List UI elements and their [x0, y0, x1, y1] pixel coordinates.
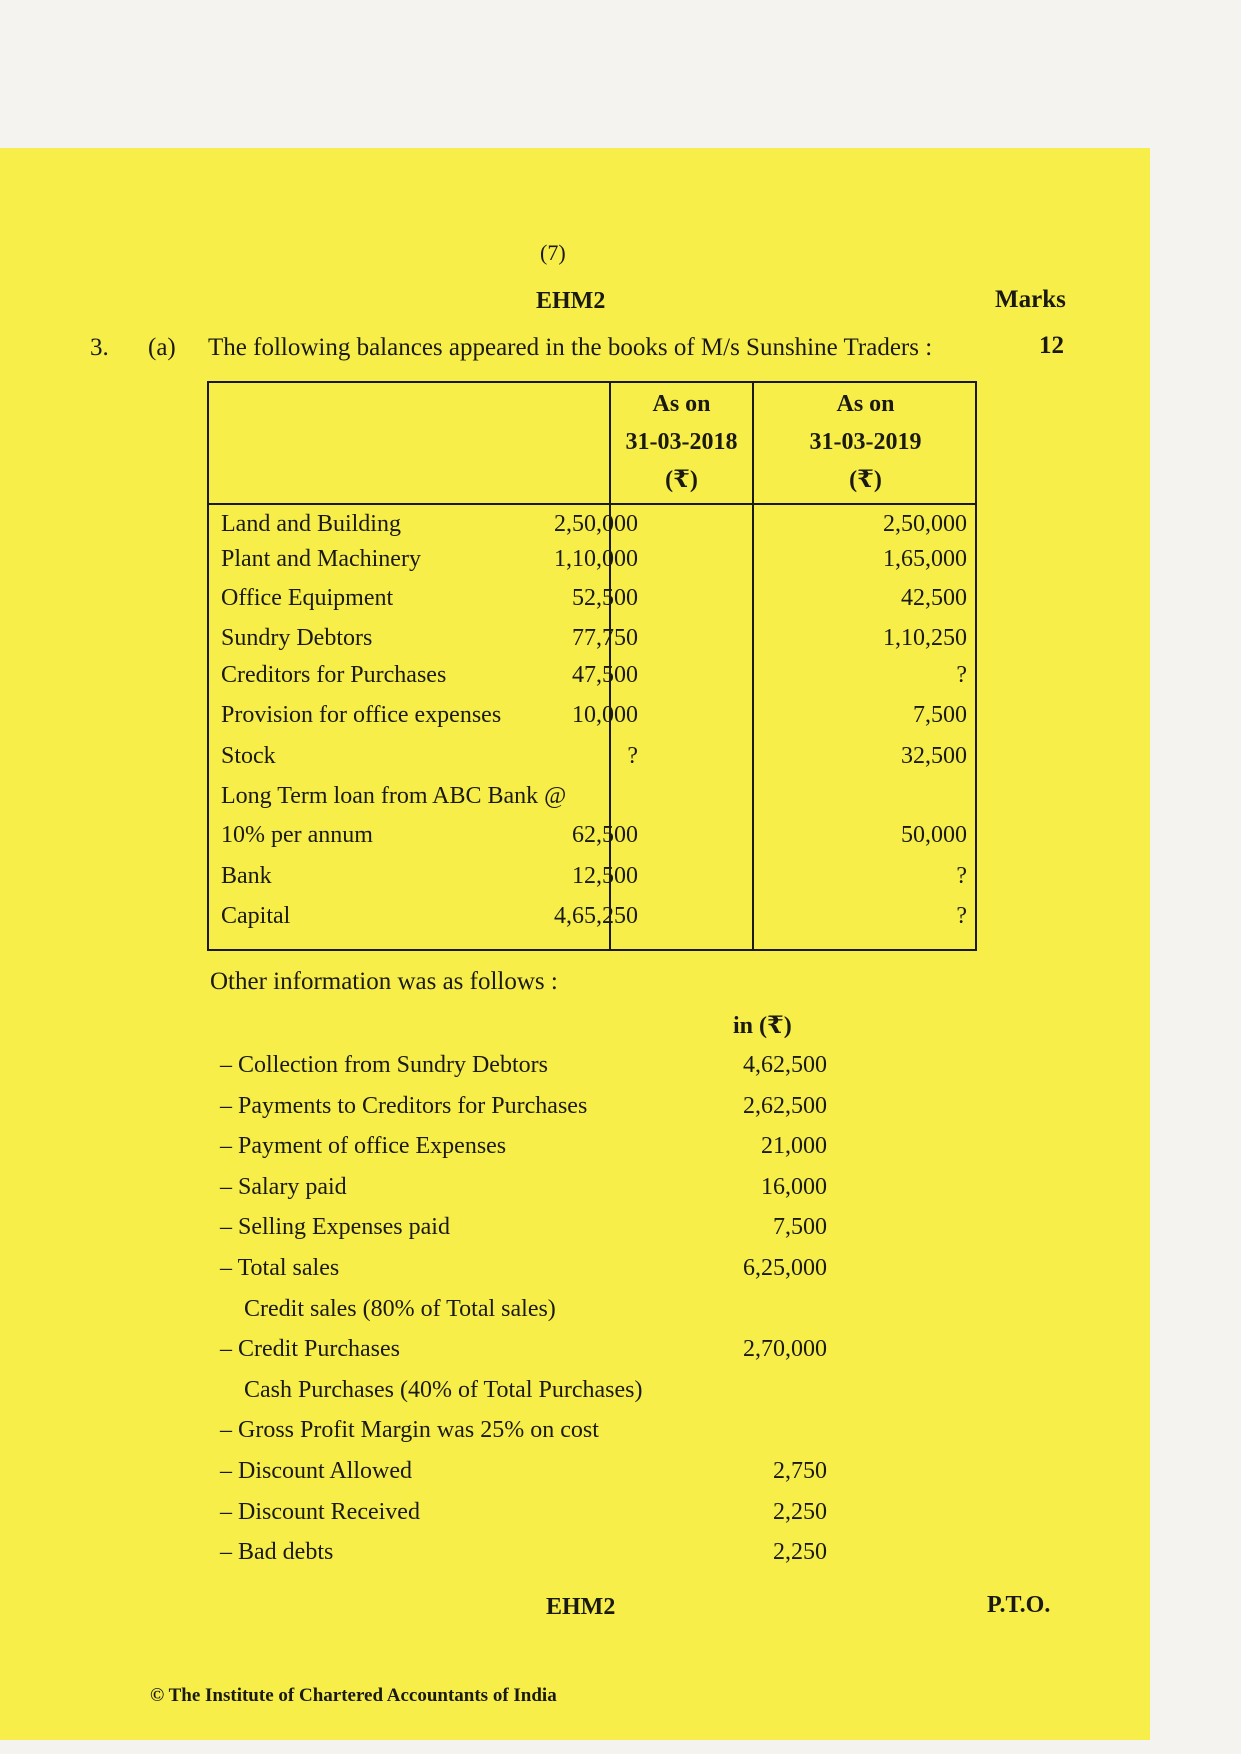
row-label: Sundry Debtors — [221, 625, 373, 651]
table-row — [209, 816, 975, 854]
row-label: Long Term loan from ABC Bank @ — [221, 783, 567, 809]
item-label: – Total sales — [220, 1254, 340, 1281]
item-label: – Selling Expenses paid — [220, 1214, 450, 1241]
item-value: 21,000 — [761, 1133, 827, 1160]
table-header-2019 — [754, 385, 977, 499]
list-item — [220, 1492, 827, 1533]
value-2018: 12,500 — [572, 863, 638, 889]
list-item — [220, 1207, 827, 1248]
item-value: 2,70,000 — [743, 1336, 827, 1363]
row-label: Office Equipment — [221, 585, 394, 611]
item-label: – Credit Purchases — [220, 1336, 400, 1363]
list-item — [220, 1045, 827, 1086]
header-as-on: As on — [652, 391, 711, 417]
item-value: 6,25,000 — [743, 1254, 827, 1281]
list-item — [220, 1370, 820, 1411]
value-2019: ? — [956, 863, 967, 889]
item-label: Cash Purchases (40% of Total Purchases) — [244, 1376, 643, 1403]
item-label: – Discount Allowed — [220, 1457, 412, 1484]
value-2018: 4,65,250 — [554, 903, 638, 929]
header-date: 31-03-2018 — [625, 429, 738, 455]
table-row — [209, 579, 975, 617]
table-header-2018 — [611, 385, 752, 499]
list-item — [220, 1532, 827, 1573]
value-2019: 2,50,000 — [883, 511, 967, 537]
row-label: Plant and Machinery — [221, 546, 421, 572]
item-value: 4,62,500 — [743, 1052, 827, 1078]
item-value: 2,250 — [773, 1498, 827, 1525]
value-2018: 47,500 — [572, 662, 638, 688]
value-2018: ? — [627, 743, 638, 769]
row-label: Stock — [221, 743, 276, 769]
value-2018: 1,10,000 — [554, 546, 638, 572]
table-row — [209, 696, 975, 734]
paper-code-footer: EHM2 — [546, 1594, 616, 1620]
header-as-on: As on — [836, 391, 895, 417]
value-2018: 2,50,000 — [554, 511, 638, 537]
other-info-title: Other information was as follows : — [210, 968, 558, 995]
value-2019: ? — [956, 662, 967, 688]
list-item — [220, 1451, 827, 1492]
table-row — [209, 540, 975, 578]
table-row — [209, 505, 975, 543]
header-date: 31-03-2019 — [809, 429, 922, 455]
value-2019: 1,65,000 — [883, 546, 967, 572]
value-2019: 7,500 — [913, 702, 967, 728]
item-value: 2,250 — [773, 1539, 827, 1566]
item-value: 2,62,500 — [743, 1092, 827, 1119]
item-label: – Payments to Creditors for Purchases — [220, 1092, 588, 1119]
value-2018: 62,500 — [572, 822, 638, 848]
row-label: Creditors for Purchases — [221, 662, 447, 688]
item-value: 16,000 — [761, 1173, 827, 1200]
value-2019: 1,10,250 — [883, 625, 967, 651]
question-text: The following balances appeared in the books of M/s Sunshine Traders : — [208, 334, 933, 361]
item-value: 2,750 — [773, 1457, 827, 1484]
item-label: – Payment of office Expenses — [220, 1133, 507, 1160]
copyright-notice: © The Institute of Chartered Accountants of India — [150, 1685, 557, 1706]
other-info-unit-header: in (₹) — [733, 1013, 792, 1039]
item-label: – Gross Profit Margin was 25% on cost — [220, 1417, 599, 1444]
value-2019: ? — [956, 903, 967, 929]
question-marks: 12 — [1039, 332, 1064, 359]
value-2018: 10,000 — [572, 702, 638, 728]
marks-column-label: Marks — [995, 286, 1066, 313]
list-item — [220, 1289, 820, 1330]
item-label: – Bad debts — [220, 1539, 334, 1566]
question-number: 3. — [90, 334, 109, 361]
list-item — [220, 1167, 827, 1208]
item-label: – Salary paid — [220, 1173, 347, 1200]
table-row — [209, 777, 975, 815]
item-label: – Collection from Sundry Debtors — [220, 1052, 548, 1078]
row-label: 10% per annum — [221, 822, 373, 848]
header-unit: (₹) — [665, 467, 698, 493]
list-item — [220, 1329, 827, 1370]
list-item — [220, 1126, 827, 1167]
list-item — [220, 1410, 820, 1451]
value-2019: 32,500 — [901, 743, 967, 769]
row-label: Capital — [221, 903, 291, 929]
item-label: Credit sales (80% of Total sales) — [244, 1295, 556, 1322]
value-2019: 50,000 — [901, 822, 967, 848]
value-2019: 42,500 — [901, 585, 967, 611]
other-info-list — [220, 1045, 827, 1573]
row-label: Provision for office expenses — [221, 702, 502, 728]
table-row — [209, 619, 975, 657]
item-value: 7,500 — [773, 1214, 827, 1241]
row-label: Bank — [221, 863, 272, 889]
balances-table — [207, 381, 977, 951]
paper-code-header: EHM2 — [536, 288, 606, 314]
table-row — [209, 857, 975, 895]
exam-page — [0, 148, 1150, 1740]
row-label: Land and Building — [221, 511, 401, 537]
list-item — [220, 1248, 827, 1289]
table-row — [209, 656, 975, 694]
table-row — [209, 737, 975, 775]
header-unit: (₹) — [849, 467, 882, 493]
value-2018: 77,750 — [572, 625, 638, 651]
item-label: – Discount Received — [220, 1498, 420, 1525]
question-part: (a) — [148, 334, 176, 361]
page-number: (7) — [540, 240, 566, 265]
list-item — [220, 1086, 827, 1127]
value-2018: 52,500 — [572, 585, 638, 611]
please-turn-over: P.T.O. — [987, 1592, 1051, 1618]
table-row — [209, 897, 975, 935]
